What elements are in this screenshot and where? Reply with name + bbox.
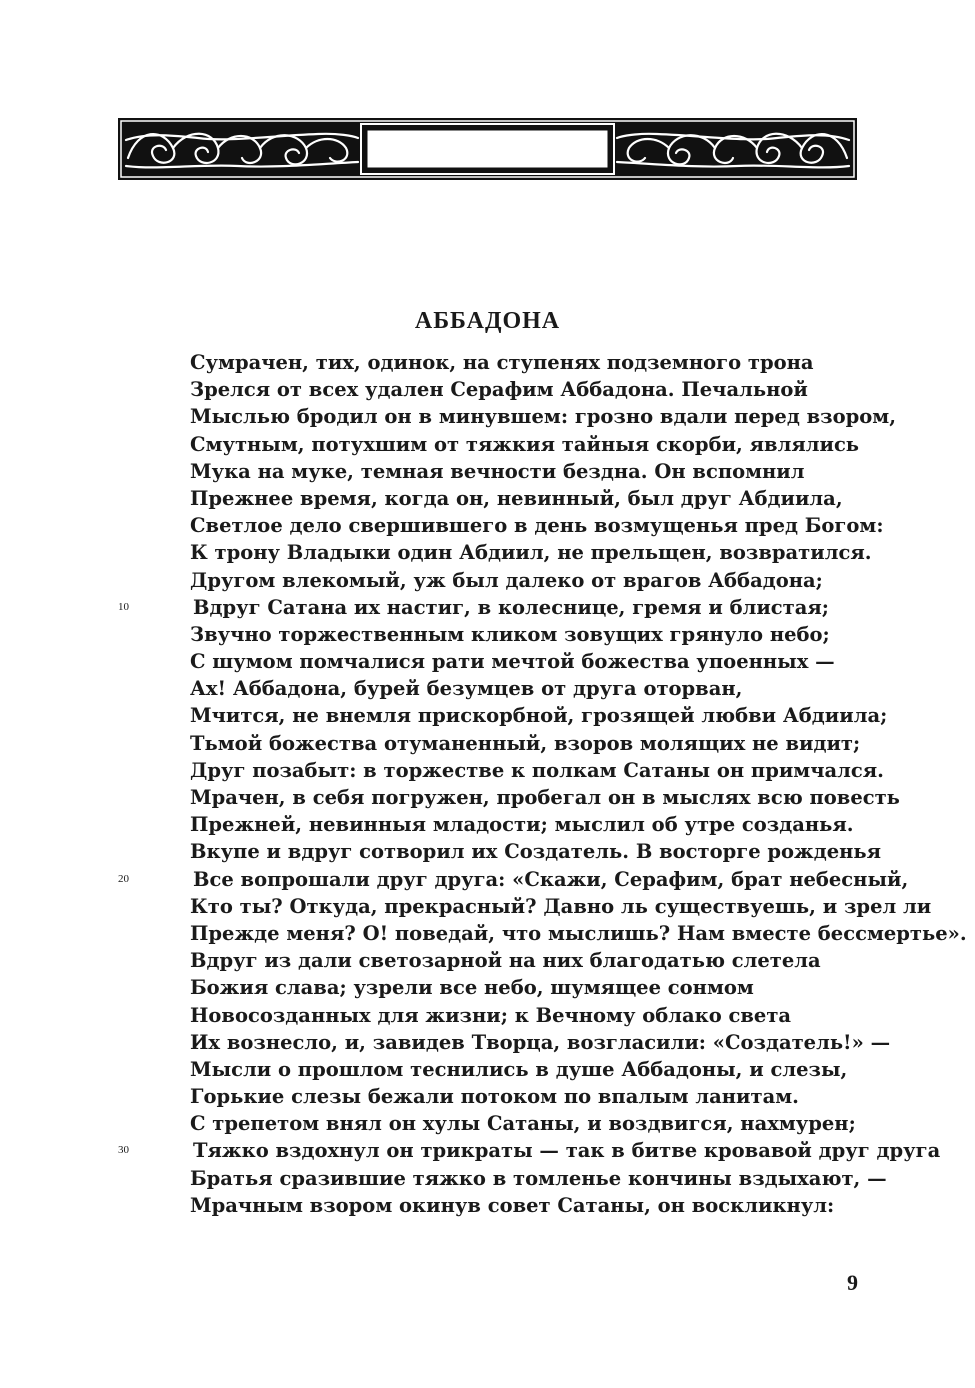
poem-line: 10 Вдруг Сатана их настиг, в колеснице, гремя и блистая; — [190, 594, 890, 621]
poem-line: Светлое дело свершившего в день возмущенья пред Богом: — [190, 514, 884, 538]
poem-line: Их вознесло, и, завидев Творца, возгласили: «Создатель!» — — [190, 1030, 891, 1054]
poem-line: С шумом помчалися рати мечтой божества упоенных — — [190, 650, 835, 674]
poem-line: Ах! Аббадона, бурей безумцев от друга оторван, — [190, 677, 743, 701]
poem-line: Мысли о прошлом теснились в душе Аббадоны, и слезы, — [190, 1057, 848, 1081]
poem-line: Прежней, невинныя младости; мыслил об утре созданья. — [190, 813, 854, 837]
poem-line: Другом влекомый, уж был далеко от врагов Аббадона; — [190, 568, 823, 592]
poem-line: Сумрачен, тих, одинок, на ступенях подземного трона — [190, 351, 814, 374]
poem-line: Божия слава; узрели все небо, шумящее сонмом — [190, 976, 754, 1000]
line-number: 30 — [118, 1144, 129, 1157]
poem-line: Тьмой божества отуманенный, взоров молящих не видит; — [190, 731, 861, 755]
poem-line: Смутным, потухшим от тяжкия тайныя скорби, являлись — [190, 432, 860, 456]
poem-line: Мрачным взором окинув совет Сатаны, он воскликнул: — [190, 1193, 835, 1217]
poem-line: Друг позабыт: в торжестве к полкам Сатаны он примчался. — [190, 758, 884, 782]
poem-line: Вдруг из дали светозарной на них благодатью слетела — [190, 949, 821, 973]
poem-line: Прежнее время, когда он, невинный, был друг Абдиила, — [190, 486, 843, 510]
poem-line: 20 Все вопрошали друг друга: «Скажи, Серафим, брат небесный, — [190, 866, 890, 893]
poem-line: Горькие слезы бежали потоком по впалым ланитам. — [190, 1085, 799, 1109]
poem-line: Мчится, не внемля прискорбной, грозящей любви Абдиила; — [190, 704, 888, 728]
poem-line: С трепетом внял он хулы Сатаны, и воздвигся, нахмурен; — [190, 1112, 856, 1136]
poem-line: Братья сразившие тяжко в томленье кончины вздыхают, — — [190, 1166, 887, 1190]
poem-line: Мука на муке, темная вечности бездна. Он вспомнил — [190, 459, 805, 483]
poem-line: К трону Владыки один Абдиил, не прельщен, возвратился. — [190, 541, 872, 565]
poem-line: Зрелся от всех удален Серафим Аббадона. Печальной — [190, 378, 808, 402]
poem-text — [118, 349, 967, 1219]
page-number: 9 — [847, 1270, 858, 1295]
line-number: 20 — [118, 872, 129, 885]
poem-line: Звучно торжественным кликом зовущих грянуло небо; — [190, 622, 830, 646]
poem-title: АББАДОНА — [414, 308, 561, 334]
decorative-header-ornament — [118, 118, 857, 180]
poem-line: Новосозданных для жизни; к Вечному облако света — [190, 1003, 792, 1027]
poem-line: Кто ты? Откуда, прекрасный? Давно ль существуешь, и зрел ли — [190, 894, 932, 918]
poem-line: Прежде меня? О! поведай, что мыслишь? Нам вместе бессмертье». — [190, 921, 967, 945]
poem-line: Вкупе и вдруг сотворил их Создатель. В восторге рожденья — [190, 840, 882, 864]
poem-line: Мрачен, в себя погружен, пробегал он в мыслях всю повесть — [190, 786, 900, 809]
poem-line: 30 Тяжко вздохнул он трикраты — так в битве кровавой друг друга — [190, 1137, 890, 1164]
poem-line: Мыслью бродил он в минувшем: грозно вдали перед взором, — [190, 405, 896, 429]
line-number: 10 — [118, 600, 129, 613]
